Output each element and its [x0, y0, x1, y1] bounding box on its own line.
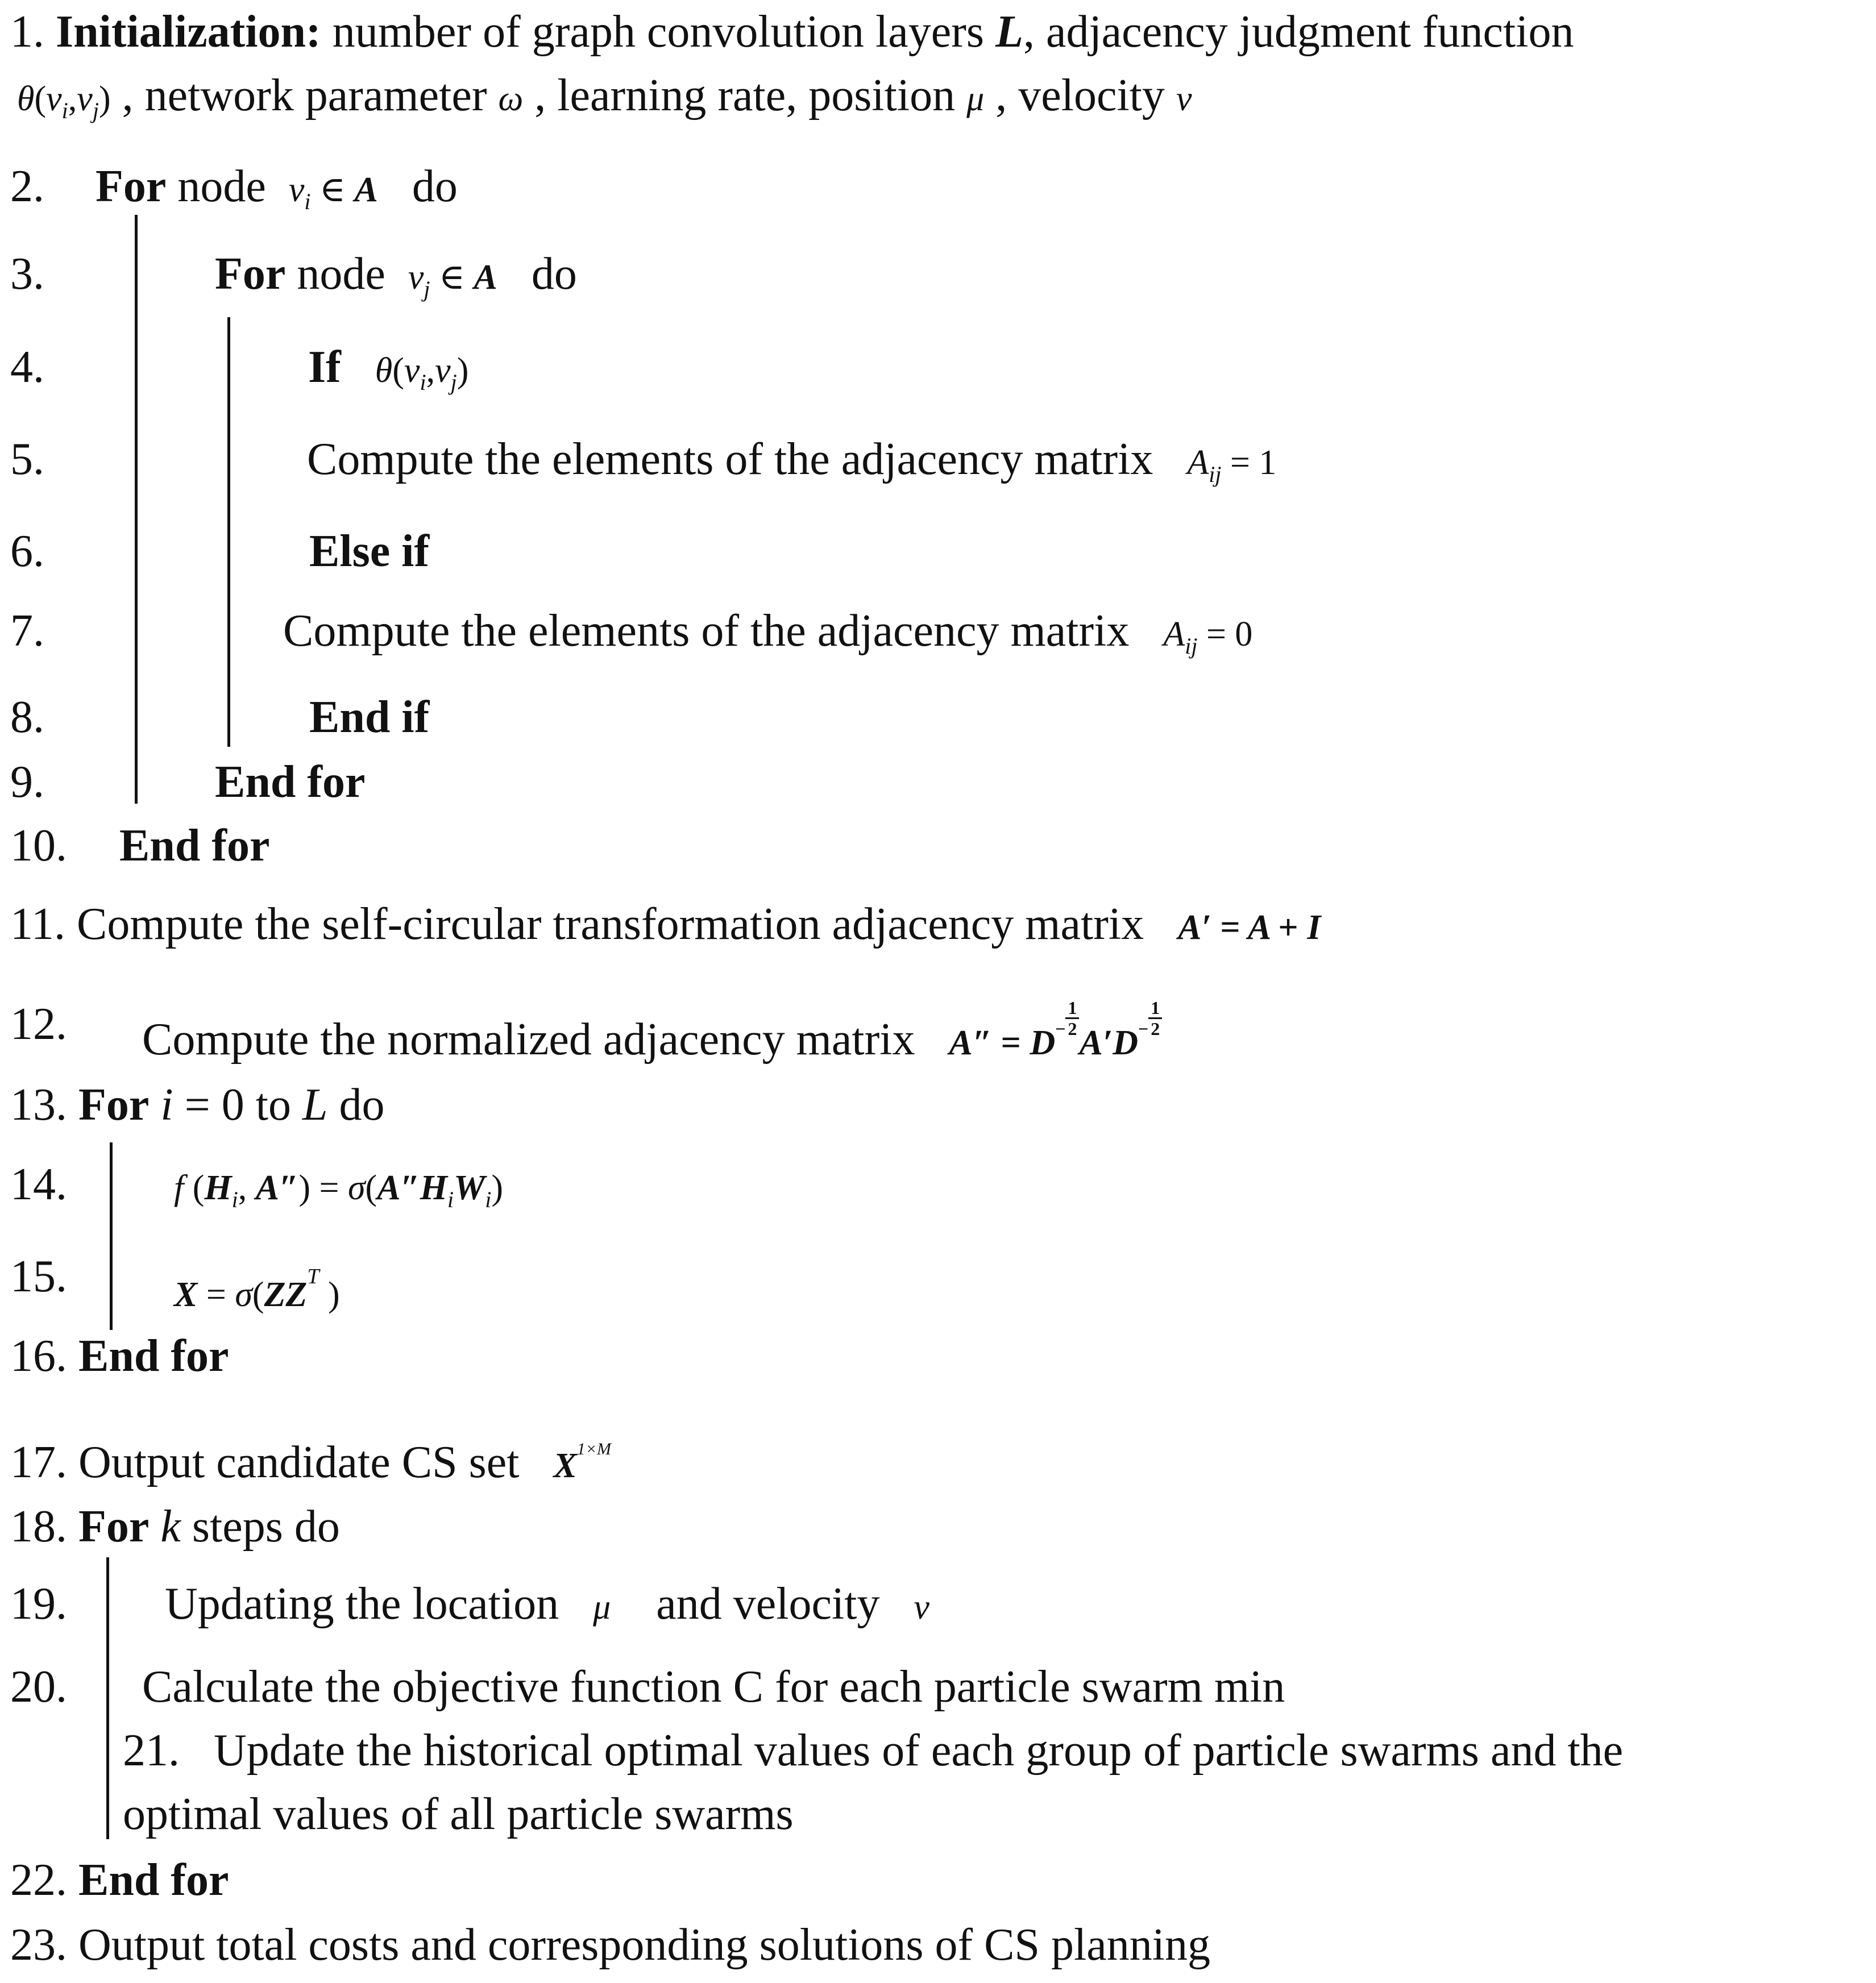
line-text: do: [531, 249, 577, 299]
symbol-L: L: [302, 1080, 328, 1130]
line-14: [10, 1158, 67, 1211]
loop-bar-steps: [106, 1557, 109, 1839]
line-13: [10, 1079, 384, 1131]
line-4-body: [308, 341, 468, 409]
omega-symbol: ω: [498, 80, 524, 118]
line-number: 21.: [123, 1726, 180, 1776]
keyword: For: [215, 249, 286, 299]
symbol-i: i: [160, 1080, 173, 1130]
keyword: If: [308, 342, 341, 392]
line-4: [10, 341, 44, 393]
line-1: [10, 6, 1574, 58]
line-number: 14.: [10, 1159, 67, 1209]
loop-bar-layers: [110, 1142, 113, 1330]
line-2: [10, 160, 44, 213]
line-text: do: [327, 1080, 385, 1130]
v-symbol: v: [1176, 80, 1192, 118]
line-7-body: [283, 605, 1252, 672]
line-20: [10, 1661, 67, 1713]
theta-formula: $\theta(v_i,v_j)$: [17, 80, 111, 123]
line-number: 3.: [10, 249, 44, 299]
line-text: Calculate the objective function C for each particle swarm min: [142, 1662, 1285, 1712]
candidate-set-dim: 1×M: [576, 1440, 612, 1458]
candidate-set-symbol: X: [553, 1446, 577, 1485]
line-3: [10, 248, 44, 300]
line-6-body: [309, 525, 429, 577]
line-23: [10, 1919, 1210, 1971]
line-14-body: [174, 1158, 503, 1226]
line-text: Compute the self-circular transformation adjacency matrix: [65, 899, 1156, 949]
line-text: Output candidate CS set: [67, 1437, 531, 1487]
line-number: 15.: [10, 1252, 67, 1302]
line-9-body: [215, 756, 366, 808]
line-number: 5.: [10, 434, 44, 484]
line-9: [10, 756, 44, 808]
line-19-body: [165, 1578, 929, 1633]
line-17: [10, 1423, 611, 1492]
line-number: 18.: [10, 1502, 67, 1552]
line-8: [10, 691, 44, 743]
line-number: 20.: [10, 1662, 67, 1712]
line-text: Updating the location: [165, 1579, 571, 1629]
line-text: Update the historical optimal values of each group of particle swarms and the: [214, 1726, 1624, 1776]
keyword: For: [78, 1502, 150, 1552]
line-number: 1.: [10, 7, 44, 57]
vi-in-A: $v_i$ ∈ A: [288, 171, 378, 214]
a-prime-formula: A′ = A + I: [1178, 908, 1321, 947]
mu-symbol: μ: [966, 80, 985, 118]
line-number: 2.: [10, 161, 44, 211]
keyword: End for: [119, 821, 270, 871]
line-text: , velocity: [984, 70, 1176, 120]
loop-bar-inner: [227, 317, 230, 747]
line-number: 11.: [10, 899, 66, 949]
normalized-adjacency-formula: A″ = D − $\frac{1}{2}$ A′D − $\frac{1}{2}$: [949, 1024, 1163, 1062]
line-number: 16.: [10, 1331, 67, 1381]
line-text: number of graph convolution layers: [321, 7, 996, 57]
line-text: Compute the normalized adjacency matrix: [142, 1015, 927, 1065]
line-7: [10, 605, 44, 657]
line-number: 8.: [10, 692, 44, 742]
loop-bar-outer: [135, 215, 138, 804]
mu-symbol: μ: [593, 1588, 611, 1627]
line-11: [10, 898, 1321, 954]
line-text: , adjacency judgment function: [1023, 7, 1574, 57]
line-8-body: [309, 691, 429, 743]
line-text: optimal values of all particle swarms: [123, 1789, 794, 1839]
line-5: [10, 433, 44, 485]
keyword: End if: [309, 692, 430, 742]
line-number: 17.: [10, 1437, 67, 1487]
line-16: [10, 1330, 229, 1382]
line-15-body: [174, 1250, 340, 1321]
line-number: 9.: [10, 757, 44, 807]
line-text: steps do: [180, 1502, 340, 1552]
aij-equals-0: $A_{ij} = 0$: [1163, 615, 1253, 659]
line-22: [10, 1854, 229, 1906]
keyword: End for: [78, 1855, 229, 1905]
line-text: node: [285, 249, 397, 299]
line-2-body: [96, 160, 458, 228]
line-number: 19.: [10, 1579, 67, 1629]
line-number: 12.: [10, 999, 67, 1049]
output-formula: $X = \sigma(ZZ^T$ ): [174, 1265, 340, 1314]
line-text: Output total costs and corresponding solutions of CS planning: [67, 1920, 1210, 1970]
line-number: 4.: [10, 342, 44, 392]
line-text: , learning rate, position: [523, 70, 967, 120]
line-text: , network parameter: [110, 70, 499, 120]
keyword: Initialization:: [56, 7, 321, 57]
line-text: node: [166, 161, 277, 211]
line-number: 10.: [10, 821, 67, 871]
line-21-cont: [123, 1788, 794, 1840]
line-12-body: [142, 998, 1162, 1069]
theta-condition: $\theta(v_i,v_j)$: [375, 351, 469, 395]
line-5-body: [307, 433, 1276, 501]
line-19: [10, 1578, 67, 1630]
symbol-k: k: [160, 1502, 181, 1552]
keyword: For: [78, 1080, 150, 1130]
line-10: [10, 820, 67, 872]
v-symbol: v: [914, 1588, 930, 1627]
graph-conv-formula: f ($H_i$, $A'') = \sigma(A''H_iW_i)$: [174, 1169, 504, 1212]
line-number: 7.: [10, 606, 44, 656]
keyword: End for: [215, 757, 366, 807]
line-text: = 0 to: [173, 1080, 302, 1130]
line-number: 6.: [10, 526, 44, 576]
line-20-body: [142, 1661, 1285, 1713]
line-18: [10, 1500, 340, 1553]
symbol-L: L: [995, 7, 1023, 57]
line-10-body: [119, 820, 270, 872]
line-text: do: [412, 161, 458, 211]
line-1-cont: [17, 69, 1192, 137]
line-number: 13.: [10, 1080, 67, 1130]
keyword: For: [96, 161, 167, 211]
line-21: [123, 1724, 1623, 1777]
line-12: [10, 998, 67, 1050]
line-text: Compute the elements of the adjacency matrix: [307, 434, 1165, 484]
line-15: [10, 1250, 67, 1303]
line-3-body: [215, 248, 577, 315]
line-text: and velocity: [645, 1579, 891, 1629]
line-6: [10, 525, 44, 577]
line-number: 22.: [10, 1855, 67, 1905]
line-text: Compute the elements of the adjacency matrix: [283, 606, 1141, 656]
aij-equals-1: $A_{ij} = 1$: [1187, 443, 1277, 487]
keyword: End for: [78, 1331, 229, 1381]
vj-in-A: $v_j$ ∈ A: [408, 258, 497, 302]
keyword: Else if: [309, 526, 430, 576]
line-number: 23.: [10, 1920, 67, 1970]
